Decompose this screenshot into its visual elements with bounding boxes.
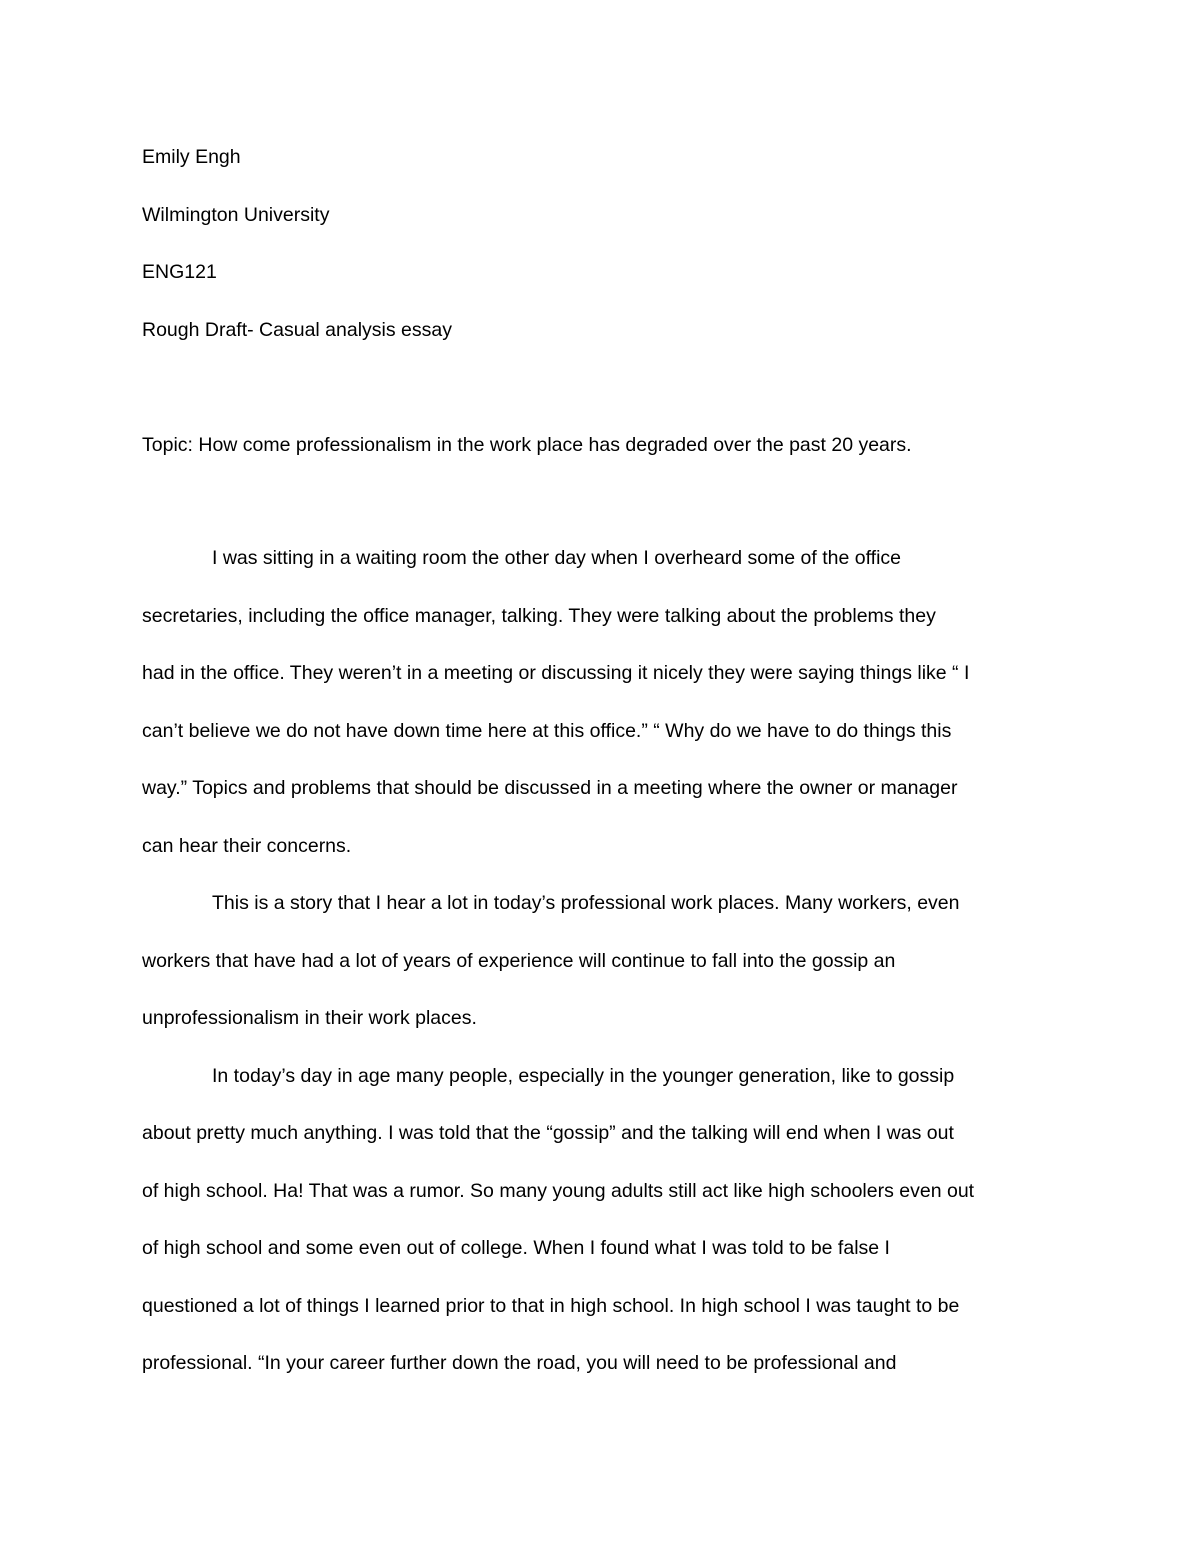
essay-topic: Topic: How come professionalism in the work place has degraded over the past 20 years. <box>142 434 912 456</box>
paragraph-line: about pretty much anything. I was told that the “gossip” and the talking will end when I was out <box>142 1122 954 1144</box>
paragraph-line: way.” Topics and problems that should be discussed in a meeting where the owner or manager <box>142 777 958 799</box>
paragraph-line: unprofessionalism in their work places. <box>142 1007 477 1029</box>
paragraph-line: of high school and some even out of college. When I found what I was told to be false I <box>142 1237 890 1259</box>
paragraph-line: In today’s day in age many people, especially in the younger generation, like to gossip <box>212 1064 955 1087</box>
paragraph-line: This is a story that I hear a lot in today’s professional work places. Many workers, even <box>212 892 960 914</box>
paragraph <box>142 1048 1072 1393</box>
paragraph-line: workers that have had a lot of years of experience will continue to fall into the gossip an <box>142 949 896 972</box>
paragraph-line: of high school. Ha! That was a rumor. So many young adults still act like high schoolers even out <box>142 1179 975 1202</box>
paragraph <box>142 875 1072 1048</box>
course-code: ENG121 <box>142 261 217 283</box>
essay-body <box>142 530 1072 1393</box>
paragraph-line: had in the office. They weren’t in a meeting or discussing it nicely they were saying things like “ I <box>142 662 970 684</box>
document-header <box>142 143 1072 373</box>
paragraph-line: can’t believe we do not have down time here at this office.” “ Why do we have to do things this <box>142 719 952 742</box>
paragraph-line: questioned a lot of things I learned prior to that in high school. In high school I was taught to be <box>142 1294 960 1317</box>
assignment-title: Rough Draft- Casual analysis essay <box>142 318 452 341</box>
institution-name: Wilmington University <box>142 203 330 226</box>
paragraph-line: I was sitting in a waiting room the other day when I overheard some of the office <box>212 547 902 569</box>
paragraph-line: can hear their concerns. <box>142 834 352 857</box>
paragraph-line: secretaries, including the office manager, talking. They were talking about the problems they <box>142 604 936 627</box>
paragraph-line: professional. “In your career further down the road, you will need to be professional and <box>142 1352 897 1374</box>
author-name: Emily Engh <box>142 146 241 168</box>
paragraph <box>142 530 1072 875</box>
